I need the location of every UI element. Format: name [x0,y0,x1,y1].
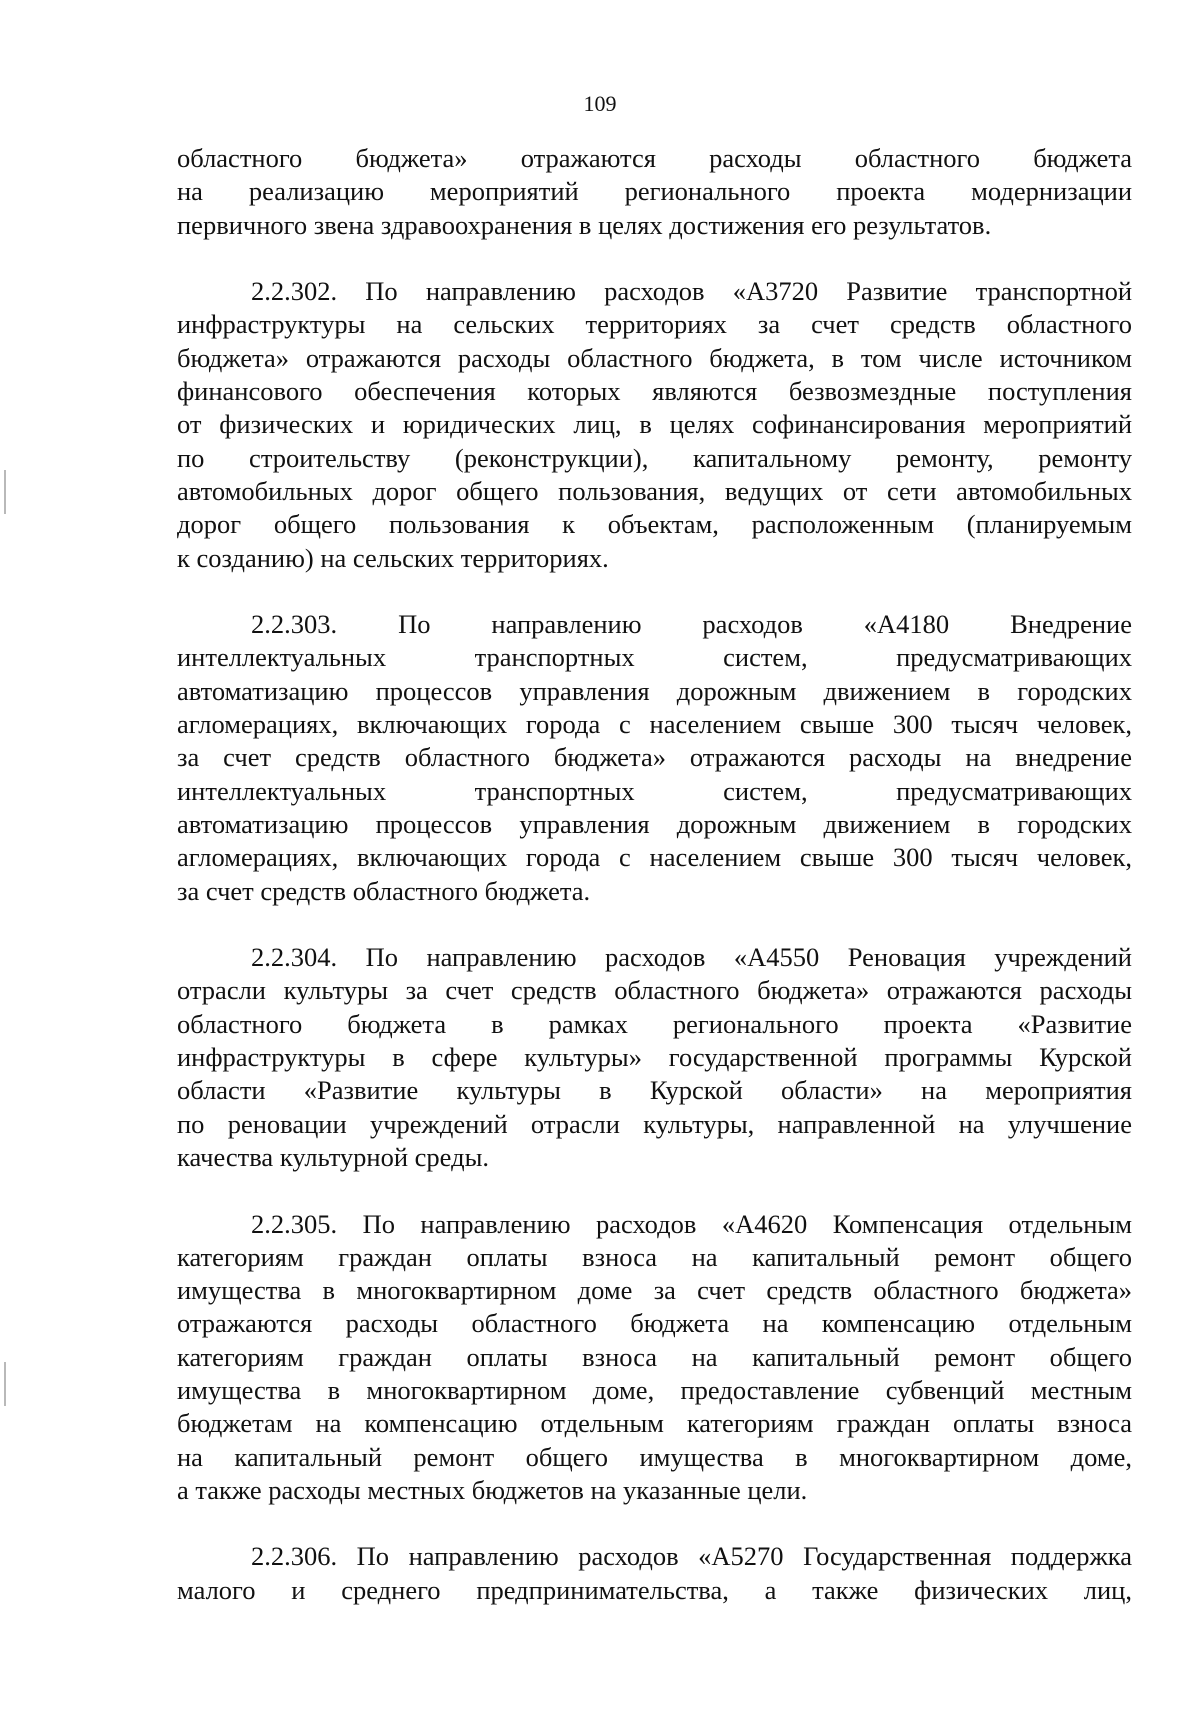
text-line: категориям граждан оплаты взноса на капитальный ремонт общего [177,1241,1132,1272]
paragraph-2-2-304 [177,941,1132,1174]
text-line: к созданию) на сельских территориях. [177,542,609,573]
text-line: на реализацию мероприятий регионального проекта модернизации [177,176,1132,207]
document-body [177,142,1132,1640]
text-line: 2.2.304. По направлению расходов «А4550 Реновация учреждений [251,942,1132,973]
text-line: финансового обеспечения которых являются безвозмездные поступления [177,376,1132,407]
text-line: первичного звена здравоохранения в целях достижения его результатов. [177,209,992,240]
paragraph-2-2-306 [177,1540,1132,1607]
text-line: интеллектуальных транспортных систем, предусматривающих [177,642,1132,673]
text-line: дорог общего пользования к объектам, расположенным (планируемым [177,509,1132,540]
text-line: 2.2.302. По направлению расходов «А3720 Развитие транспортной [251,276,1132,307]
text-line: инфраструктуры в сфере культуры» государственной программы Курской [177,1042,1132,1073]
paragraph-continuation [177,142,1132,242]
text-line: области «Развитие культуры в Курской области» на мероприятия [177,1075,1132,1106]
paragraph-2-2-303 [177,608,1132,908]
text-line: от физических и юридических лиц, в целях софинансирования мероприятий [177,409,1132,440]
text-line: агломерациях, включающих города с населением свыше 300 тысяч человек, [177,709,1132,740]
text-line: автоматизацию процессов управления дорожным движением в городских [177,808,1132,839]
text-line: а также расходы местных бюджетов на указанные цели. [177,1474,808,1505]
text-line: по реновации учреждений отрасли культуры, направленной на улучшение [177,1108,1132,1139]
text-line: 2.2.305. По направлению расходов «А4620 Компенсация отдельным [251,1208,1132,1239]
text-line: бюджета» отражаются расходы областного бюджета, в том числе источником [177,342,1132,373]
text-line: имущества в многоквартирном доме за счет средств областного бюджета» [177,1275,1132,1306]
text-line: интеллектуальных транспортных систем, предусматривающих [177,775,1132,806]
text-line: качества культурной среды. [177,1141,490,1172]
scan-edge-mark [4,1362,6,1406]
text-line: отражаются расходы областного бюджета на компенсацию отдельным [177,1308,1132,1339]
text-line: областного бюджета» отражаются расходы областного бюджета [177,143,1132,173]
paragraph-2-2-305 [177,1208,1132,1508]
text-line: 2.2.306. По направлению расходов «А5270 Государственная поддержка [251,1541,1132,1572]
text-line: на капитальный ремонт общего имущества в многоквартирном доме, [177,1441,1132,1472]
text-line: отрасли культуры за счет средств областного бюджета» отражаются расходы [177,975,1132,1006]
text-line: областного бюджета в рамках регионального проекта «Развитие [177,1008,1132,1039]
page-number: 109 [583,91,617,116]
text-line: 2.2.303. По направлению расходов «А4180 Внедрение [251,609,1132,640]
text-line: за счет средств областного бюджета. [177,875,591,906]
text-line: автомобильных дорог общего пользования, ведущих от сети автомобильных [177,475,1132,506]
text-line: инфраструктуры на сельских территориях за счет средств областного [177,309,1132,340]
text-line: агломерациях, включающих города с населением свыше 300 тысяч человек, [177,842,1132,873]
text-line: категориям граждан оплаты взноса на капитальный ремонт общего [177,1341,1132,1372]
text-line: автоматизацию процессов управления дорожным движением в городских [177,675,1132,706]
text-line: бюджетам на компенсацию отдельным категориям граждан оплаты взноса [177,1408,1132,1439]
scan-edge-mark [4,470,6,514]
text-line: малого и среднего предпринимательства, а также физических лиц, [177,1574,1132,1605]
text-line: по строительству (реконструкции), капитальному ремонту, ремонту [177,442,1132,473]
text-line: имущества в многоквартирном доме, предоставление субвенций местным [177,1374,1132,1405]
paragraph-2-2-302 [177,275,1132,575]
text-line: за счет средств областного бюджета» отражаются расходы на внедрение [177,742,1132,773]
